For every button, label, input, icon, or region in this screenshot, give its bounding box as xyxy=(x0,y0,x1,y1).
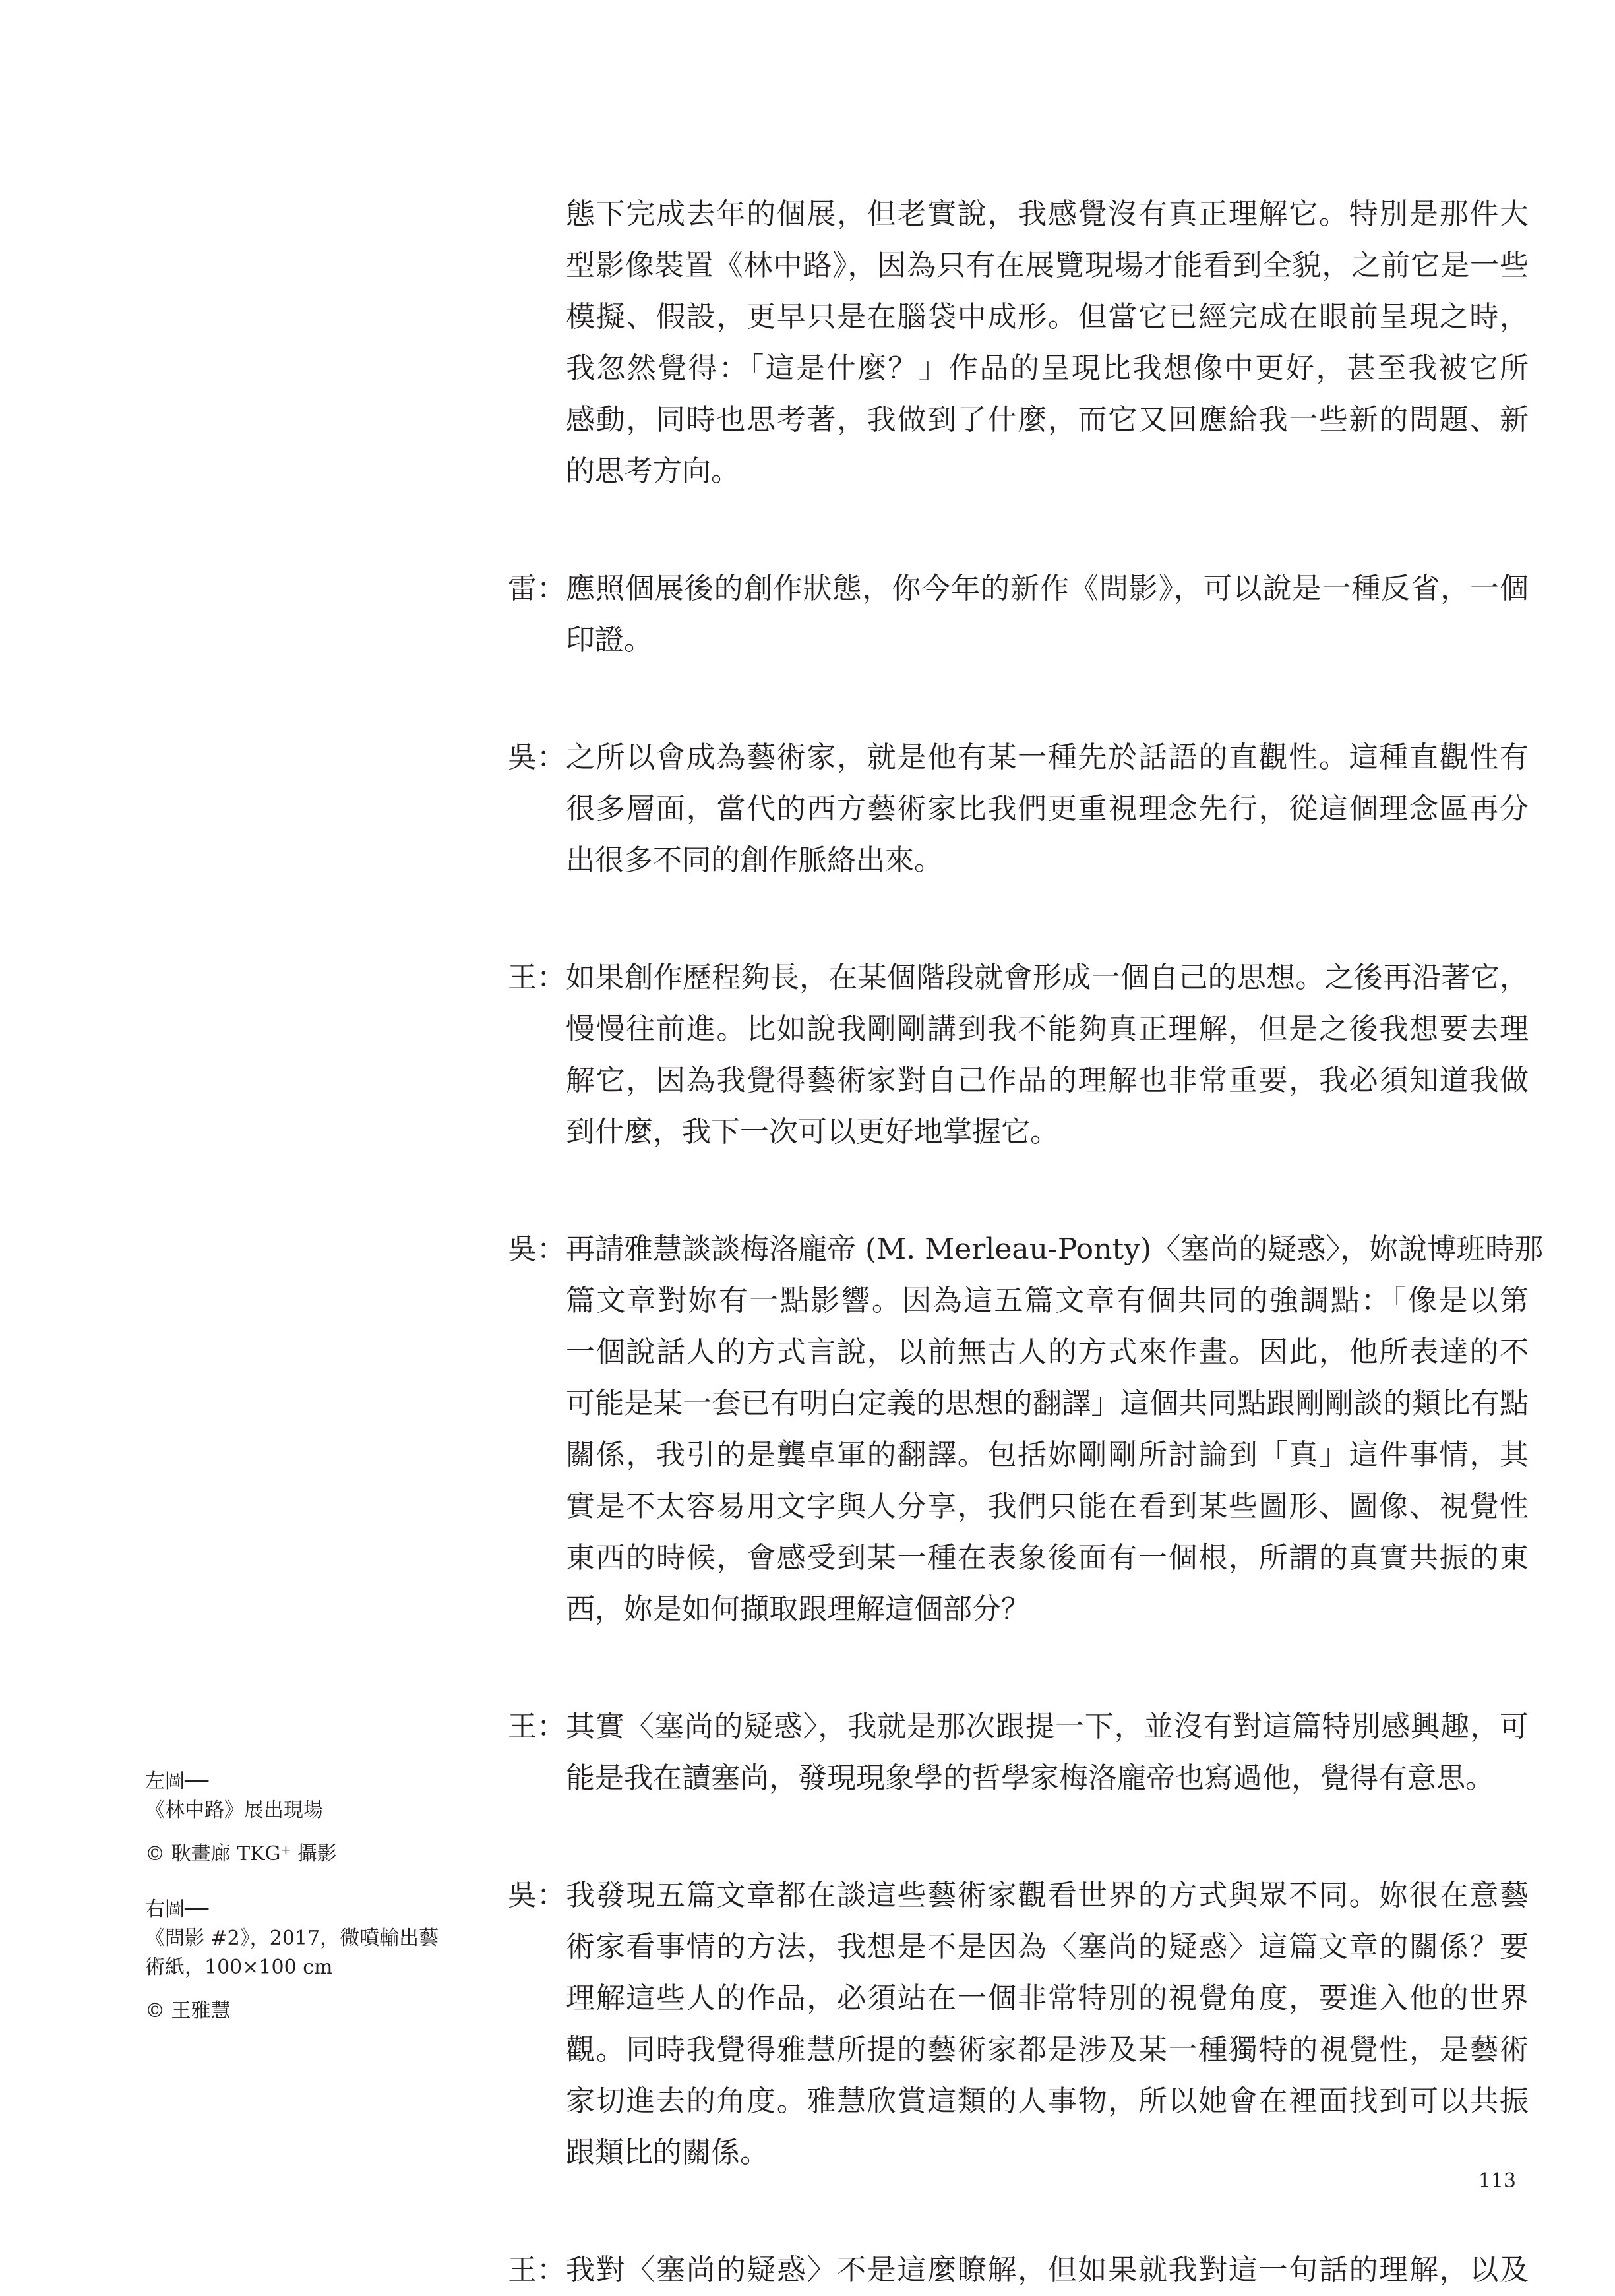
speaker-label: 雷： xyxy=(508,572,566,605)
text-line: 慢慢往前進。比如說我剛剛講到我不能夠真正理解，但是之後我想要去理 xyxy=(566,1012,1529,1046)
text-line: 之所以會成為藝術家，就是他有某一種先於話語的直觀性。這種直觀性有 xyxy=(566,740,1529,774)
text-line: 能是我在讀塞尚，發現現象學的哲學家梅洛龐帝也寫過他，覺得有意思。 xyxy=(566,1761,1494,1795)
text-line: 型影像裝置《林中路》，因為只有在展覽現場才能看到全貌，之前它是一些 xyxy=(566,249,1529,282)
text-line: 西，妳是如何擷取跟理解這個部分？ xyxy=(566,1592,1030,1626)
text-line: 東西的時候，會感受到某一種在表象後面有一個根，所謂的真實共振的東 xyxy=(566,1541,1529,1575)
caption-title: 術紙，100×100 cm xyxy=(145,1956,333,1979)
speaker-label: 吳： xyxy=(508,740,566,774)
paragraph-1 xyxy=(508,189,1537,497)
paragraph-8 xyxy=(508,2245,1537,2296)
text-line: 再請雅慧談談梅洛龐帝 (M. Merleau-Ponty)〈塞尚的疑惑〉，妳說博班時那 xyxy=(566,1232,1544,1266)
text-line: 到什麼，我下一次可以更好地掌握它。 xyxy=(566,1115,1059,1149)
text-line: 很多層面，當代的西方藝術家比我們更重視理念先行，從這個理念區再分 xyxy=(566,792,1529,826)
caption-left xyxy=(145,1767,382,1869)
text-line: 觀。同時我覺得雅慧所提的藝術家都是涉及某一種獨特的視覺性，是藝術 xyxy=(566,2033,1529,2067)
caption-title: 《問影 #2》，2017，微噴輸出藝 xyxy=(145,1927,439,1950)
paragraph-4 xyxy=(508,952,1537,1158)
paragraph-2 xyxy=(508,563,1537,666)
paragraph-3 xyxy=(508,732,1537,886)
text-line: 跟類比的關係。 xyxy=(566,2136,769,2169)
image-captions xyxy=(145,1767,439,2052)
speaker-label: 王： xyxy=(508,961,566,994)
caption-label: 左圖── xyxy=(145,1770,209,1793)
text-line: 印證。 xyxy=(566,623,653,657)
text-line: 術家看事情的方法，我想是不是因為〈塞尚的疑惑〉這篇文章的關係？要 xyxy=(566,1930,1529,1964)
caption-right xyxy=(145,1895,439,2026)
paragraph-5 xyxy=(508,1224,1544,1635)
paragraph-7 xyxy=(508,1870,1537,2179)
text-line: 家切進去的角度。雅慧欣賞這類的人事物，所以她會在裡面找到可以共振 xyxy=(566,2084,1529,2118)
text-line: 我忽然覺得：「這是什麼？」作品的呈現比我想像中更好，甚至我被它所 xyxy=(566,351,1529,385)
speaker-label: 王： xyxy=(508,2253,566,2287)
speaker-label: 吳： xyxy=(508,1879,566,1912)
text-line: 的思考方向。 xyxy=(566,454,740,488)
text-line: 態下完成去年的個展，但老實說，我感覺沒有真正理解它。特別是那件大 xyxy=(566,197,1529,231)
text-line: 感動，同時也思考著，我做到了什麼，而它又回應給我一些新的問題、新 xyxy=(566,403,1529,437)
caption-credit: © 耿畫廊 TKG⁺ 攝影 xyxy=(145,1842,337,1865)
text-line: 我發現五篇文章都在談這些藝術家觀看世界的方式與眾不同。妳很在意藝 xyxy=(566,1879,1529,1912)
text-line: 如果創作歷程夠長，在某個階段就會形成一個自己的思想。之後再沿著它， xyxy=(566,961,1529,994)
interview-text xyxy=(508,189,1544,2296)
speaker-label: 吳： xyxy=(508,1232,566,1266)
text-line: 一個說話人的方式言說，以前無古人的方式來作畫。因此，他所表達的不 xyxy=(566,1335,1529,1369)
text-line: 出很多不同的創作脈絡出來。 xyxy=(566,843,943,877)
text-line: 模擬、假設，更早只是在腦袋中成形。但當它已經完成在眼前呈現之時， xyxy=(566,300,1529,334)
text-line: 應照個展後的創作狀態，你今年的新作《問影》，可以說是一種反省，一個 xyxy=(566,572,1529,605)
caption-credit: © 王雅慧 xyxy=(145,1999,231,2022)
paragraph-6 xyxy=(508,1701,1537,1804)
text-line: 關係，我引的是龔卓軍的翻譯。包括妳剛剛所討論到「真」這件事情，其 xyxy=(566,1438,1529,1472)
speaker-label: 王： xyxy=(508,1710,566,1743)
page-number: 113 xyxy=(1478,2169,1516,2192)
text-line: 其實〈塞尚的疑惑〉，我就是那次跟提一下，並沒有對這篇特別感興趣，可 xyxy=(566,1710,1529,1743)
caption-label: 右圖── xyxy=(145,1898,209,1921)
text-line: 解它，因為我覺得藝術家對自己作品的理解也非常重要，我必須知道我做 xyxy=(566,1064,1529,1097)
text-line: 實是不太容易用文字與人分享，我們只能在看到某些圖形、圖像、視覺性 xyxy=(566,1490,1529,1523)
caption-title: 《林中路》展出現場 xyxy=(145,1799,323,1822)
text-line: 我對〈塞尚的疑惑〉不是這麼瞭解，但如果就我對這一句話的理解，以及 xyxy=(566,2253,1529,2287)
text-line: 可能是某一套已有明白定義的思想的翻譯」這個共同點跟剛剛談的類比有點 xyxy=(566,1387,1529,1420)
text-line: 篇文章對妳有一點影響。因為這五篇文章有個共同的強調點：「像是以第 xyxy=(566,1284,1529,1317)
text-line: 理解這些人的作品，必須站在一個非常特別的視覺角度，要進入他的世界 xyxy=(566,1981,1529,2015)
